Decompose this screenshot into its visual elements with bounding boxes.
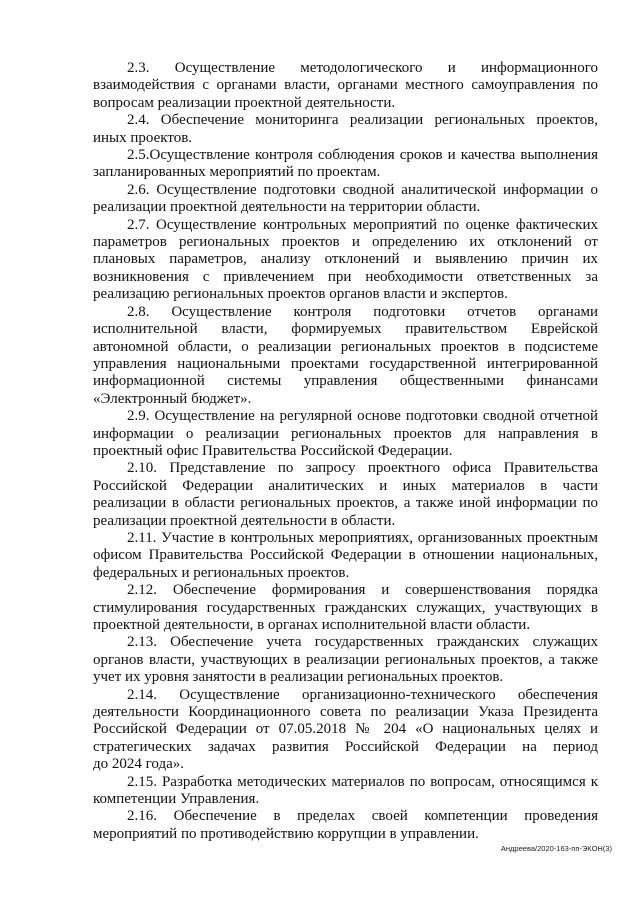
paragraph — [93, 182, 598, 217]
paragraph — [93, 634, 598, 686]
paragraph — [93, 147, 598, 182]
paragraph-line: 2.12. Обеспечение формирования и совершенствования порядка — [127, 582, 598, 599]
document-footer-code: Андреева/2020-163-пп-ЭКОН(3) — [500, 844, 612, 853]
document-body — [93, 60, 598, 843]
paragraph-line: 2.11. Участие в контрольных мероприятиях, организованных проектным — [127, 529, 598, 546]
paragraph — [93, 217, 598, 304]
paragraph-line: 2.9. Осуществление на регулярной основе подготовки сводной отчетной — [127, 408, 598, 425]
paragraph-line: проектный офис Правительства Российской Федерации. — [93, 442, 453, 459]
paragraph-line: 2.3. Осуществление методологического и информационного — [127, 60, 598, 76]
paragraph-line: 2.14. Осуществление организационно-технического обеспечения — [127, 686, 598, 703]
paragraph-line: федеральных и региональных проектов. — [93, 564, 350, 581]
paragraph-line: офисом Правительства Российской Федерации в отношении национальных, — [93, 547, 598, 564]
paragraph — [93, 60, 598, 112]
paragraph-line: иных проектов. — [93, 129, 193, 146]
paragraph-line: реализации в области региональных проектов, а также иной информации по — [93, 495, 598, 512]
paragraph-line: управления национальными проектами государственной интегрированной — [93, 355, 598, 372]
paragraph — [93, 687, 598, 774]
paragraph — [93, 460, 598, 530]
paragraph-line: деятельности Координационного совета по реализации Указа Президента — [93, 704, 598, 721]
paragraph — [93, 304, 598, 408]
paragraph-line: вопросам реализации проектной деятельности. — [93, 94, 396, 111]
paragraph-line: информационной системы управления общественными финансами — [93, 373, 598, 390]
paragraph-line: плановых параметров, анализу отклонений и выявлению причин их — [93, 251, 598, 268]
paragraph-line: 2.13. Обеспечение учета государственных гражданских служащих — [127, 634, 598, 651]
paragraph-line: проектной деятельности, в органах исполнительной власти области. — [93, 617, 531, 633]
paragraph-line: Российской Федерации от 07.05.2018 № 204 «О национальных целях и — [93, 721, 598, 738]
paragraph-line: органов власти, участвующих в реализации региональных проектов, а также — [93, 651, 598, 668]
paragraph-line: автономной области, о реализации региональных проектов в подсистеме — [93, 338, 598, 355]
paragraph-line: стимулирования государственных гражданских служащих, участвующих в — [93, 599, 598, 616]
paragraph-line: до 2024 года». — [93, 756, 185, 773]
paragraph-line: учет их уровня занятости в реализации региональных проектов. — [93, 669, 504, 686]
paragraph — [93, 408, 598, 460]
paragraph-line: 2.16. Обеспечение в пределах своей компетенции проведения — [127, 808, 598, 825]
paragraph-line: 2.4. Обеспечение мониторинга реализации региональных проектов, — [127, 112, 598, 129]
paragraph-line: запланированных мероприятий по проектам. — [93, 164, 381, 181]
paragraph-line: информации о реализации региональных проектов для направления в — [93, 425, 598, 442]
paragraph-line: параметров региональных проектов и определению их отклонений от — [93, 234, 598, 251]
paragraph — [93, 808, 598, 843]
paragraph-line: 2.6. Осуществление подготовки сводной аналитической информации о — [127, 181, 598, 198]
paragraph-line: взаимодействия с органами власти, органами местного самоуправления по — [93, 77, 598, 94]
paragraph-line: 2.15. Разработка методических материалов по вопросам, относящимся к — [127, 773, 598, 790]
paragraph-line: «Электронный бюджет». — [93, 390, 252, 407]
paragraph-line: 2.5.Осуществление контроля соблюдения сроков и качества выполнения — [127, 147, 598, 164]
paragraph-line: Российской Федерации аналитических и иных материалов в части — [93, 477, 598, 494]
paragraph-line: компетенции Управления. — [93, 791, 260, 808]
paragraph — [93, 774, 598, 809]
paragraph-line: 2.10. Представление по запросу проектного офиса Правительства — [127, 460, 598, 477]
paragraph-line: реализацию региональных проектов органов власти и экспертов. — [93, 286, 508, 303]
paragraph-line: реализации проектной деятельности на территории области. — [93, 199, 481, 216]
paragraph-line: возникновения с привлечением при необходимости ответственных за — [93, 268, 598, 285]
paragraph-line: мероприятий по противодействию коррупции в управлении. — [93, 825, 479, 842]
paragraph-line: стратегических задачах развития Российской Федерации на период — [93, 738, 598, 755]
paragraph-line: реализации проектной деятельности в области. — [93, 512, 396, 529]
paragraph — [93, 112, 598, 147]
paragraph — [93, 582, 598, 634]
paragraph-line: 2.8. Осуществление контроля подготовки отчетов органами — [127, 303, 598, 320]
paragraph — [93, 530, 598, 582]
paragraph-line: исполнительной власти, формируемых правительством Еврейской — [93, 321, 598, 338]
paragraph-line: 2.7. Осуществление контрольных мероприятий по оценке фактических — [127, 216, 598, 233]
